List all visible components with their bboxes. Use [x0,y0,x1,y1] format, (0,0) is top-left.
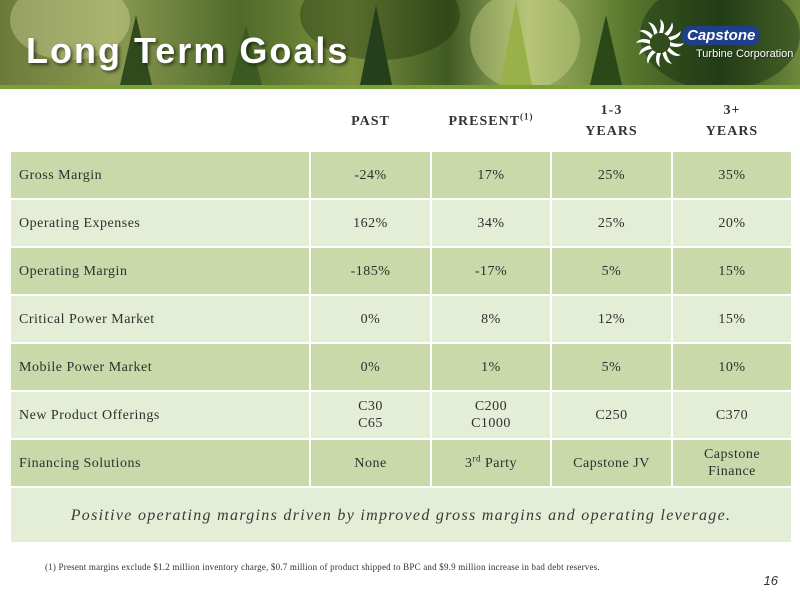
page-title: Long Term Goals [26,30,350,71]
header-present [431,92,551,151]
cell-present [431,391,551,439]
cell-1-3-years: Capstone JV [551,439,672,487]
cell-past: None [310,439,431,487]
row-label: Operating Expenses [10,199,310,247]
row-label: Operating Margin [10,247,310,295]
header-1-3-line1: 1-3 [600,103,623,118]
cell-1-3-years: 5% [551,343,672,391]
header-present-footnote-marker: (1) [520,110,534,121]
table-row [10,343,792,391]
header-divider [0,85,800,89]
cell-1-3-years: 25% [551,199,672,247]
table-row [10,151,792,199]
footnote: (1) Present margins exclude $1.2 million inventory charge, $0.7 million of product shipped to BPC and $9.9 million increase in bad debt reserves. [45,562,600,572]
header-3-plus-years [672,92,792,151]
cell-1-3-years: 25% [551,151,672,199]
cell-3-plus-years: 15% [672,295,792,343]
cell-present-line1: C200 [474,399,508,414]
header-past: PAST [351,113,390,129]
cell-past: -185% [310,247,431,295]
cell-present-line2: C1000 [471,416,511,431]
row-label: Financing Solutions [10,439,310,487]
row-label: New Product Offerings [10,391,310,439]
header-1-3-line2: YEARS [585,124,638,139]
table-row [10,199,792,247]
header-3-plus-line2: YEARS [705,124,759,139]
row-label: Mobile Power Market [10,343,310,391]
cell-3-plus-years: 15% [672,247,792,295]
cell-past-line2: C65 [358,416,383,431]
goals-table [9,92,793,544]
header-present-label: PRESENT [448,113,521,129]
cell-past: 0% [310,295,431,343]
cell-present-text: Party [480,455,518,471]
logo-subtitle: Turbine Corporation [696,48,794,60]
cell-3-plus-years: 10% [672,343,792,391]
cell-past [310,391,431,439]
cell-3-plus-line1: Capstone [703,447,761,462]
table-row [10,295,792,343]
cell-1-3-years: C250 [551,391,672,439]
row-label: Critical Power Market [10,295,310,343]
cell-3-plus-years [672,439,792,487]
header-empty [10,92,310,151]
cell-past: 0% [310,343,431,391]
company-logo [636,14,796,74]
summary-statement: Positive operating margins driven by improved gross margins and operating leverage. [10,487,792,543]
cell-present: 17% [431,151,551,199]
cell-present: 1% [431,343,551,391]
cell-1-3-years: 5% [551,247,672,295]
cell-3-plus-years: 35% [672,151,792,199]
header-1-3-years [551,92,672,151]
cell-past: -24% [310,151,431,199]
header-3-plus-line1: 3+ [723,103,741,118]
cell-present: 34% [431,199,551,247]
cell-1-3-years: 12% [551,295,672,343]
table-row [10,439,792,487]
page-number: 16 [763,573,778,588]
cell-past-line1: C30 [358,399,383,414]
logo-brand-text: Capstone [682,26,760,45]
cell-3-plus-years: C370 [672,391,792,439]
table-header-row [10,92,792,151]
cell-present-ordinal-suffix: rd [472,452,481,463]
table-row [10,247,792,295]
summary-row [10,487,792,543]
turbine-logo-icon [636,16,684,70]
cell-present: 8% [431,295,551,343]
table-row [10,391,792,439]
cell-present: -17% [431,247,551,295]
cell-3-plus-line2: Finance [708,464,756,479]
cell-past: 162% [310,199,431,247]
cell-present [431,439,551,487]
cell-3-plus-years: 20% [672,199,792,247]
row-label: Gross Margin [10,151,310,199]
cell-present-ordinal: 3 [464,455,473,471]
